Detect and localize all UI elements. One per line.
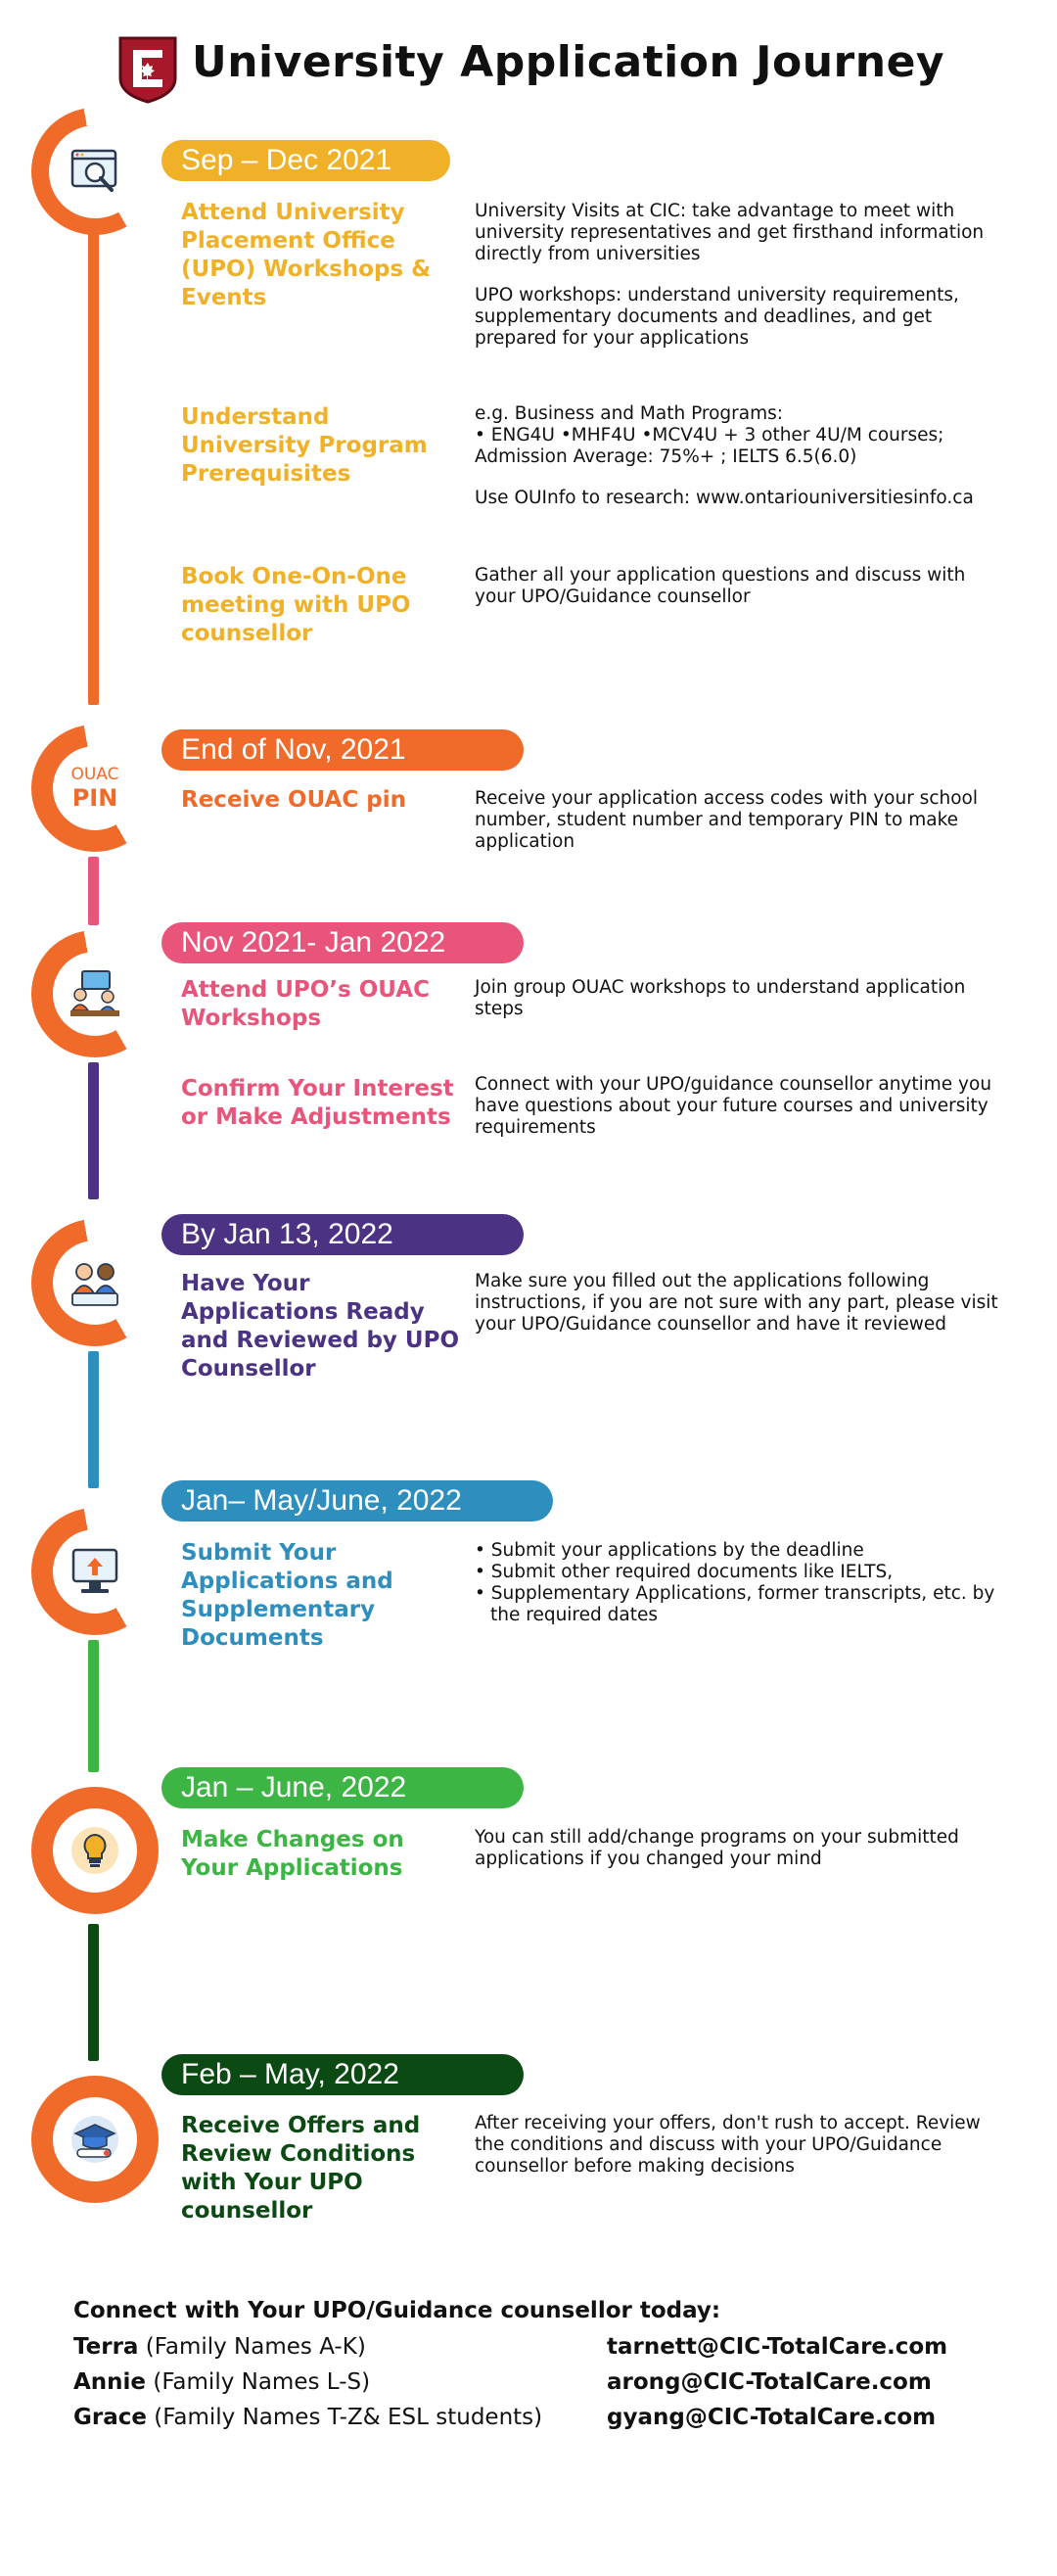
list-item: • Supplementary Applications, former transcripts, etc. by the required dates [475,1583,995,1625]
step-title: Understand University Program Prerequisites [181,404,428,487]
list-item: • Submit your applications by the deadline [475,1540,864,1561]
timeline-segment [88,1640,99,1772]
step-title: Have Your Applications Ready and Reviewed by UPO Counsellor [181,1271,460,1382]
step-title: Attend UPO’s OUAC Workshops [181,977,430,1031]
step-description [475,403,1003,529]
icon-label: PIN [71,784,118,812]
timeline-segment [88,230,99,705]
contact-row [73,2369,1003,2395]
description-paragraph: Gather all your application questions and discuss with your UPO/Guidance counsellor [475,565,966,607]
step-description [475,2113,1003,2197]
step-title: Confirm Your Interest or Make Adjustments [181,1076,454,1130]
contact-row [73,2334,1003,2360]
description-paragraph: You can still add/change programs on your submitted applications if you changed your mind [475,1827,959,1869]
date-pill: Feb – May, 2022 [161,2054,524,2095]
contact-row [73,2405,1003,2430]
description-paragraph: UPO workshops: understand university requirements, supplementary documents and deadlines, and get prepared for your applications [475,285,959,349]
step-title: Attend University Placement Office (UPO) Workshops & Events [181,200,432,310]
contact-email[interactable]: arong@CIC-TotalCare.com [607,2369,932,2395]
icon-label: OUAC [70,765,119,784]
page-title: University Application Journey [192,37,945,87]
step-description [475,1540,1003,1626]
lightbulb-icon [68,1823,122,1878]
date-pill: Jan – June, 2022 [161,1767,524,1808]
milestone-ring [31,725,159,852]
step-title: Make Changes on Your Applications [181,1827,404,1881]
step-description [475,565,1003,628]
step-description [475,788,1003,872]
milestone-ring [31,930,159,1057]
step-title: Book One-On-One meeting with UPO counsellor [181,564,411,646]
date-pill: End of Nov, 2021 [161,729,524,771]
milestone-ring [31,108,159,235]
description-paragraph: Receive your application access codes with your school number, student number and temporary PIN to make application [475,788,978,852]
date-pill: By Jan 13, 2022 [161,1214,524,1255]
counselling-icon [67,1254,123,1311]
timeline-segment [88,1924,99,2061]
step-description [475,1271,1003,1355]
description-paragraph: Make sure you filled out the applications following instructions, if you are not sure with any part, please visit your UPO/Guidance counsellor and have it reviewed [475,1271,998,1335]
graduation-icon [68,2112,122,2167]
description-paragraph: Use OUInfo to research: www.ontariouniversitiesinfo.ca [475,488,974,508]
ouac-pin-icon [53,746,137,830]
description-paragraph: Join group OUAC workshops to understand application steps [475,977,966,1019]
date-pill: Jan– May/June, 2022 [161,1480,553,1522]
contact-group: (Family Names A-K) [145,2334,366,2360]
timeline-segment [88,1062,99,1199]
contact-group: (Family Names T-Z& ESL students) [154,2405,543,2430]
contact-email[interactable]: gyang@CIC-TotalCare.com [607,2405,937,2430]
contact-group: (Family Names L-S) [153,2369,371,2395]
description-paragraph: Connect with your UPO/guidance counsellor anytime you have questions about your future courses and university requirements [475,1074,992,1138]
timeline-segment [88,857,99,925]
step-title: Submit Your Applications and Supplementary Documents [181,1540,393,1651]
milestone-ring [31,1508,159,1635]
contact-title: Connect with Your UPO/Guidance counsellor today: [73,2298,721,2323]
timeline-segment [88,1351,99,1488]
contact-name: Terra [73,2334,139,2360]
description-paragraph: University Visits at CIC: take advantage to meet with university representatives and get firsthand information directly from universities [475,201,985,264]
date-pill: Sep – Dec 2021 [161,140,450,181]
milestone-ring [31,1219,159,1346]
contact-name: Grace [73,2405,147,2430]
description-paragraph: e.g. Business and Math Programs: • ENG4U •MHF4U •MCV4U + 3 other 4U/M courses; Admission Average: 75%+ ; IELTS 6.5(6.0) [475,403,944,467]
step-title: Receive Offers and Review Conditions with Your UPO counsellor [181,2113,421,2224]
step-description [475,1827,1003,1890]
milestone-ring [31,1787,159,1914]
contact-name: Annie [73,2369,147,2395]
step-description [475,1074,1003,1158]
milestone-ring [31,2076,159,2203]
date-pill: Nov 2021- Jan 2022 [161,922,524,963]
contact-email[interactable]: tarnett@CIC-TotalCare.com [607,2334,948,2360]
description-paragraph: After receiving your offers, don't rush to accept. Review the conditions and discuss with your UPO/Guidance counsellor before making decisions [475,2113,981,2177]
computer-upload-icon [68,1544,122,1599]
web-search-icon [69,145,123,200]
step-description [475,201,1003,369]
list-item: • Submit other required documents like IELTS, [475,1562,894,1582]
workshop-icon [67,965,123,1022]
step-title: Receive OUAC pin [181,787,406,813]
school-crest-logo [117,35,178,104]
step-description [475,977,1003,1040]
